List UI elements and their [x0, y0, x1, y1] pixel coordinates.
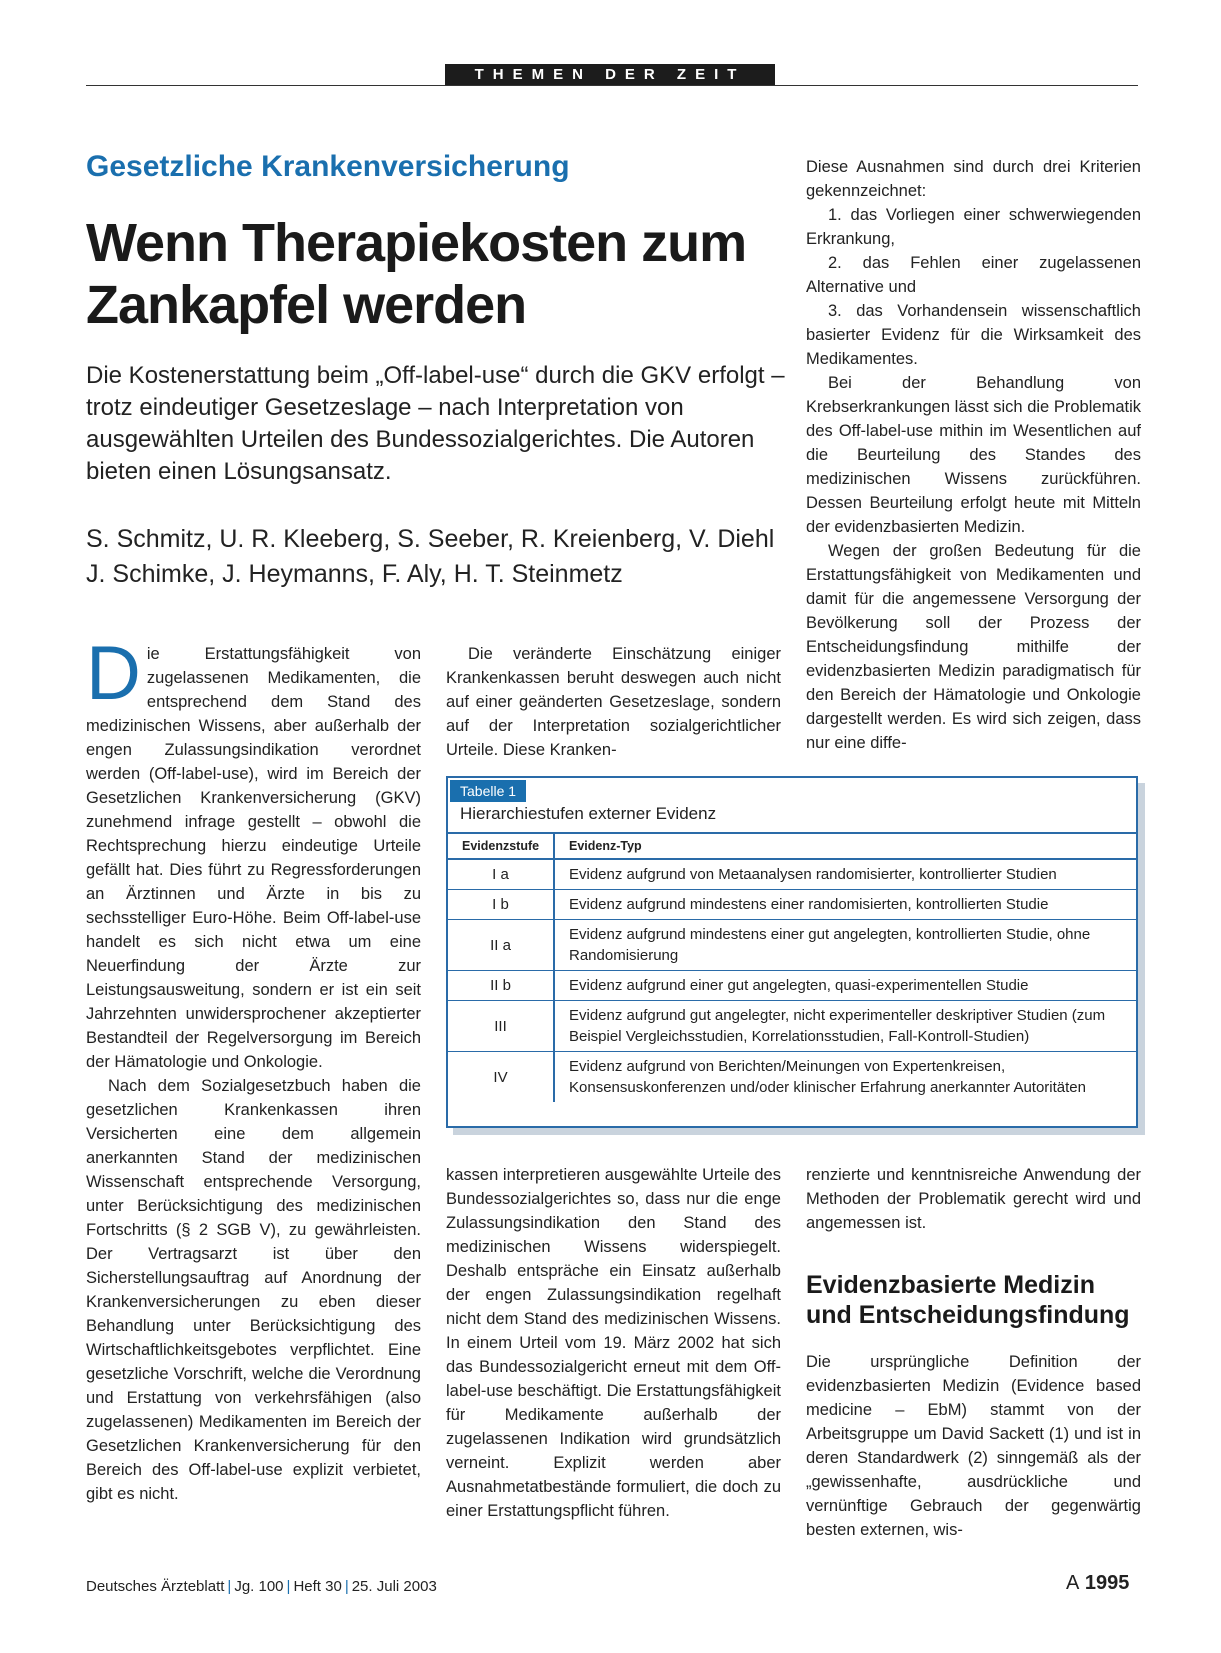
article-kicker: Gesetzliche Krankenversicherung [86, 150, 570, 183]
body-paragraph: Die veränderte Einschätzung einiger Krankenkassen beruht deswegen auch nicht auf einer geänderten Gesetzeslage, sondern auf der Interpretation sozialgerichtlicher Urteile. Diese Kranken- [446, 645, 781, 759]
footer-separator: | [227, 1578, 232, 1595]
authors-line-1: S. Schmitz, U. R. Kleeberg, S. Seeber, R. Kreienberg, V. Diehl [86, 525, 775, 553]
table-header-row [448, 833, 1136, 859]
footer-separator: | [286, 1578, 291, 1595]
article-headline: Wenn Therapiekosten zum Zankapfel werden [86, 213, 747, 335]
section-subheading: Evidenzbasierte Medizin und Entscheidungsfindung [806, 1271, 1130, 1329]
column-2-top [446, 642, 781, 762]
level-cell: II a [448, 920, 554, 971]
type-cell: Evidenz aufgrund mindestens einer gut angelegten, kontrollierten Studie, ohne Randomisierung [554, 920, 1136, 971]
page-number-value: 1995 [1084, 1572, 1130, 1594]
body-paragraph [86, 631, 421, 1074]
page-number [1066, 1572, 1129, 1595]
level-cell: I a [448, 859, 554, 890]
journal-date: 25. Juli 2003 [351, 1578, 437, 1595]
page-footer [86, 1578, 437, 1595]
column-1 [86, 631, 421, 1506]
table-tag: Tabelle 1 [450, 780, 526, 802]
criteria-item: 1. das Vorliegen einer schwerwiegenden Erkrankung, [806, 206, 1141, 248]
evidence-table-grid [448, 832, 1136, 1102]
body-paragraph: Die ursprüngliche Definition der evidenzbasierten Medizin (Evidence based medicine – EbM) stammt von der Arbeitsgruppe um David Sackett (1) und ist in deren Standardwerk (2) sinngemäß als der „gewissenhafte, ausdrückliche und vernünftige Gebrauch der gegenwärtig besten externen, wis- [806, 1353, 1141, 1539]
article-lead: Die Kostenerstattung beim „Off-label-use“ durch die GKV erfolgt – trotz eindeutiger Gesetzeslage – nach Interpretation von ausgewählten Urteilen des Bundessozialgerichtes. Die Autoren bieten einen Lösungsansatz. [86, 362, 785, 485]
header-rule [86, 85, 1138, 86]
page-prefix: A [1066, 1572, 1080, 1594]
type-cell: Evidenz aufgrund gut angelegter, nicht experimenteller deskriptiver Studien (zum Beispiel Vergleichsstudien, Korrelationsstudien, Fall-Kontroll-Studien) [554, 1001, 1136, 1052]
body-paragraph: Bei der Behandlung von Krebserkrankungen lässt sich die Problematik des Off-label-use mithin im Wesentlichen auf die Beurteilung des Standes des medizinischen Wissens zurückführen. Dessen Beurteilung erfolgt heute mit Mitteln der evidenzbasierten Medizin. [806, 374, 1141, 536]
criteria-item: 3. das Vorhandensein wissenschaftlich basierter Evidenz für die Wirksamkeit des Medikamentes. [806, 302, 1141, 368]
body-paragraph: Diese Ausnahmen sind durch drei Kriterien gekennzeichnet: [806, 158, 1141, 200]
table-row [448, 920, 1136, 971]
body-text: ie Erstattungsfähigkeit von zugelassenen Medikamenten, die entsprechend dem Stand des medizinischen Wissens, aber außerhalb der engen Zulassungsindikation verordnet werden (Off-label-use), wird im Bereich der Gesetzlichen Krankenversicherung (GKV) zunehmend infrage gestellt – obwohl die Rechtsprechung hierzu eindeutige Urteile gefällt hat. Dies führt zu Regressforderungen an Ärztinnen und Ärzte in bis zu sechsstelliger Euro-Höhe. Beim Off-label-use handelt es sich nicht etwa um eine Neuerfindung der Ärzte zur Leistungsausweitung, sondern er ist ein seit Jahrzehnten unwidersprochener akzeptierter Bestandteil der Regelversorgung im Bereich der Hämatologie und Onkologie. [86, 645, 421, 1071]
table-row [448, 971, 1136, 1001]
column-2-bottom [446, 1163, 781, 1523]
table-row [448, 890, 1136, 920]
body-paragraph: kassen interpretieren ausgewählte Urteile des Bundessozialgerichtes so, dass nur die enge Zulassungsindikation den Stand des medizinischen Wissens widerspiegelt. Deshalb entspräche ein Einsatz außerhalb der engen Zulassungsindikation regelhaft nicht dem Stand des medizinischen Wissens. In einem Urteil vom 19. März 2002 hat sich das Bundessozialgericht erneut mit dem Off-label-use beschäftigt. Die Erstattungsfähigkeit für Medikamente außerhalb der zugelassenen Indikation wird grundsätzlich verneint. Explizit werden aber Ausnahmetatbestände formuliert, die doch zu einer Erstattungspflicht führen. [446, 1166, 781, 1520]
level-cell: I b [448, 890, 554, 920]
column-3-bottom [806, 1163, 1141, 1235]
col-header-level: Evidenzstufe [448, 833, 554, 859]
level-cell: IV [448, 1052, 554, 1103]
type-cell: Evidenz aufgrund einer gut angelegten, quasi-experimentellen Studie [554, 971, 1136, 1001]
evidence-table [446, 776, 1138, 1128]
article-authors [86, 522, 786, 592]
criteria-item: 2. das Fehlen einer zugelassenen Alternative und [806, 254, 1141, 296]
body-paragraph: Nach dem Sozialgesetzbuch haben die gesetzlichen Krankenkassen ihren Versicherten eine dem allgemein anerkannten Stand der medizinischen Wissenschaft entsprechende Versorgung, unter Berücksichtigung des medizinischen Fortschritts (§ 2 SGB V), zu gewährleisten. Der Vertragsarzt ist über den Sicherstellungsauftrag auf Anordnung der Krankenversicherungen zu eben dieser Behandlung unter Berücksichtigung des Wirtschaftlichkeitsgebotes verpflichtet. Eine gesetzliche Vorschrift, welche die Verordnung und Erstattung von verkehrsfähigen (also zugelassenen) Medikamenten im Bereich der Gesetzlichen Krankenversicherung für den Bereich des Off-label-use explizit verbietet, gibt es nicht. [86, 1077, 421, 1503]
table-row [448, 1001, 1136, 1052]
section-banner: THEMEN DER ZEIT [445, 64, 775, 85]
dropcap: D [86, 631, 141, 716]
table-row [448, 1052, 1136, 1103]
table-row [448, 859, 1136, 890]
level-cell: III [448, 1001, 554, 1052]
body-paragraph: renzierte und kenntnisreiche Anwendung der Methoden der Problematik gerecht wird und angemessen ist. [806, 1166, 1141, 1232]
col-header-type: Evidenz-Typ [554, 833, 1136, 859]
authors-line-2: J. Schimke, J. Heymanns, F. Aly, H. T. Steinmetz [86, 560, 623, 588]
level-cell: II b [448, 971, 554, 1001]
footer-separator: | [344, 1578, 349, 1595]
journal-name: Deutsches Ärzteblatt [86, 1578, 225, 1595]
column-3-top [806, 155, 1141, 755]
journal-issue: Heft 30 [293, 1578, 342, 1595]
type-cell: Evidenz aufgrund von Metaanalysen randomisierter, kontrollierter Studien [554, 859, 1136, 890]
type-cell: Evidenz aufgrund von Berichten/Meinungen von Expertenkreisen, Konsensuskonferenzen und/oder klinischer Erfahrung anerkannter Autoritäten [569, 1058, 1086, 1096]
table-title: Hierarchiestufen externer Evidenz [460, 804, 717, 823]
column-3-end [806, 1350, 1141, 1542]
body-paragraph: Wegen der großen Bedeutung für die Erstattungsfähigkeit von Medikamenten und damit für die angemessene Versorgung der Bevölkerung soll der Prozess der Entscheidungsfindung mithilfe der evidenzbasierten Medizin paradigmatisch für den Bereich der Hämatologie und Onkologie dargestellt werden. Es wird sich zeigen, dass nur eine diffe- [806, 542, 1141, 752]
type-cell: Evidenz aufgrund mindestens einer randomisierten, kontrollierten Studie [554, 890, 1136, 920]
journal-volume: Jg. 100 [234, 1578, 284, 1595]
